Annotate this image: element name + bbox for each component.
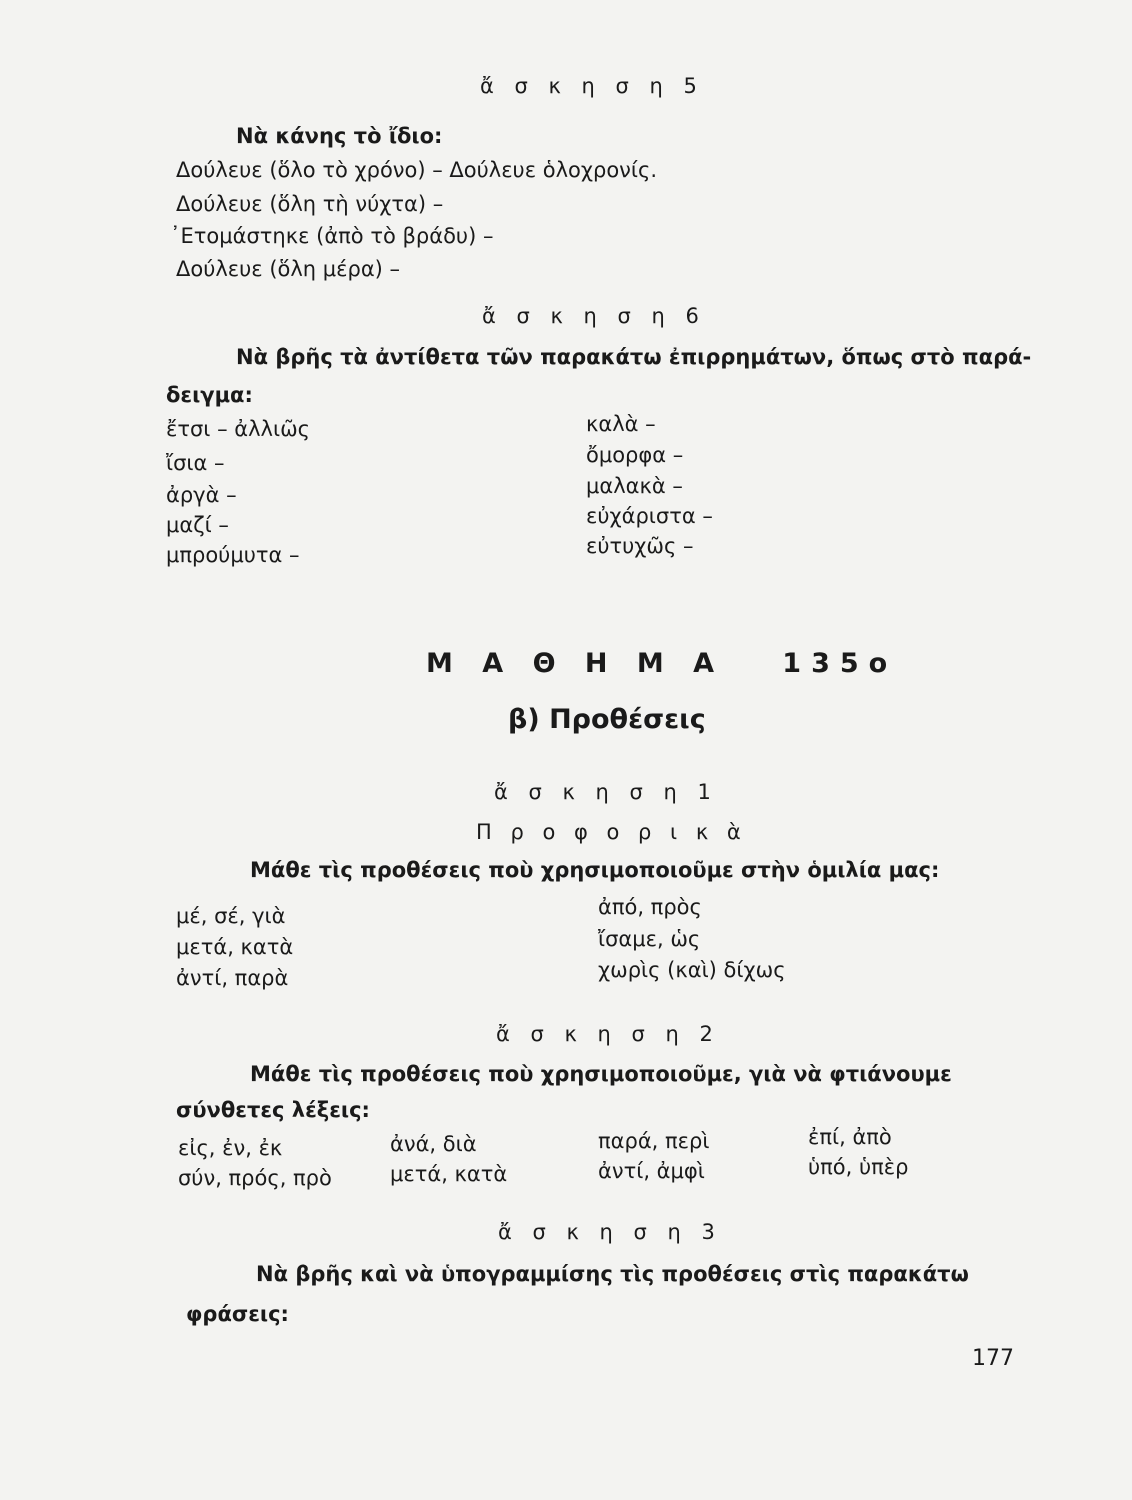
exercise-1-instruction: Μάθε τὶς προθέσεις ποὺ χρησιμοποιοῦμε στὴν ὁμιλία μας: bbox=[250, 858, 940, 882]
antonym-right-item: εὐτυχῶς – bbox=[586, 534, 694, 558]
compound-preposition: παρά, περὶ bbox=[598, 1129, 710, 1153]
lesson-title: Μ Α Θ Η Μ Α 135ο bbox=[426, 648, 898, 679]
exercise-5-line: ᾿Ετομάστηκε (ἀπὸ τὸ βράδυ) – bbox=[170, 224, 494, 248]
antonym-left-item: ἀργὰ – bbox=[166, 483, 237, 507]
compound-preposition: σύν, πρός, πρὸ bbox=[178, 1166, 332, 1190]
exercise-5-heading: ἄ σ κ η σ η 5 bbox=[480, 74, 704, 98]
preposition-right-item: ἴσαμε, ὡς bbox=[598, 927, 701, 951]
preposition-left-item: μέ, σέ, γιὰ bbox=[176, 904, 286, 928]
exercise-3-instruction: Νὰ βρῆς καὶ νὰ ὑπογραμμίσης τὶς προθέσεις στὶς παρακάτω bbox=[256, 1262, 969, 1286]
antonym-left-item: ἴσια – bbox=[166, 451, 225, 475]
compound-preposition: ἀνά, διὰ bbox=[390, 1132, 477, 1156]
exercise-2-heading: ἄ σ κ η σ η 2 bbox=[496, 1022, 720, 1046]
antonym-left-item: μαζί – bbox=[166, 513, 229, 537]
compound-preposition: ἐπί, ἀπὸ bbox=[808, 1125, 892, 1149]
exercise-5-line: Δούλευε (ὅλη τὴ νύχτα) – bbox=[176, 192, 444, 216]
antonym-right-item: μαλακὰ – bbox=[586, 474, 683, 498]
exercise-5-line: Δούλευε (ὅλο τὸ χρόνο) – Δούλευε ὁλοχρονίς. bbox=[176, 158, 658, 182]
exercise-3-heading: ἄ σ κ η σ η 3 bbox=[498, 1220, 722, 1244]
antonym-left-item: μπρούμυτα – bbox=[166, 543, 300, 567]
preposition-right-item: ἀπό, πρὸς bbox=[598, 895, 702, 919]
antonym-right-item: καλὰ – bbox=[586, 412, 656, 436]
compound-preposition: εἰς, ἐν, ἐκ bbox=[178, 1136, 283, 1160]
preposition-left-item: ἀντί, παρὰ bbox=[176, 966, 289, 990]
exercise-5-line: Δούλευε (ὅλη μέρα) – bbox=[176, 257, 401, 281]
preposition-left-item: μετά, κατὰ bbox=[176, 935, 294, 959]
exercise-1-subheading: Π ρ ο φ ο ρ ι κ ὰ bbox=[476, 820, 747, 844]
exercise-5-instruction: Νὰ κάνης τὸ ἴδιο: bbox=[236, 124, 443, 148]
exercise-1-heading: ἄ σ κ η σ η 1 bbox=[494, 780, 718, 804]
exercise-2-instruction-cont: σύνθετες λέξεις: bbox=[176, 1098, 370, 1122]
antonym-right-item: εὐχάριστα – bbox=[586, 504, 713, 528]
compound-preposition: μετά, κατὰ bbox=[390, 1162, 508, 1186]
page-number: 177 bbox=[972, 1346, 1014, 1371]
compound-preposition: ἀντί, ἀμφὶ bbox=[598, 1159, 705, 1183]
antonym-left-item: ἔτσι – ἀλλιῶς bbox=[166, 417, 310, 441]
lesson-subtitle: β) Προθέσεις bbox=[508, 704, 706, 735]
exercise-6-heading: ἄ σ κ η σ η 6 bbox=[482, 304, 706, 328]
antonym-right-item: ὄμορφα – bbox=[586, 443, 684, 467]
preposition-right-item: χωρὶς (καὶ) δίχως bbox=[598, 958, 786, 982]
exercise-2-instruction: Μάθε τὶς προθέσεις ποὺ χρησιμοποιοῦμε, γιὰ νὰ φτιάνουμε bbox=[250, 1062, 952, 1086]
exercise-6-instruction-cont: δειγμα: bbox=[166, 383, 253, 407]
compound-preposition: ὑπό, ὑπὲρ bbox=[808, 1155, 909, 1179]
exercise-6-instruction: Νὰ βρῆς τὰ ἀντίθετα τῶν παρακάτω ἐπιρρημάτων, ὅπως στὸ παρά- bbox=[236, 345, 1032, 369]
exercise-3-instruction-cont: φράσεις: bbox=[186, 1302, 289, 1326]
